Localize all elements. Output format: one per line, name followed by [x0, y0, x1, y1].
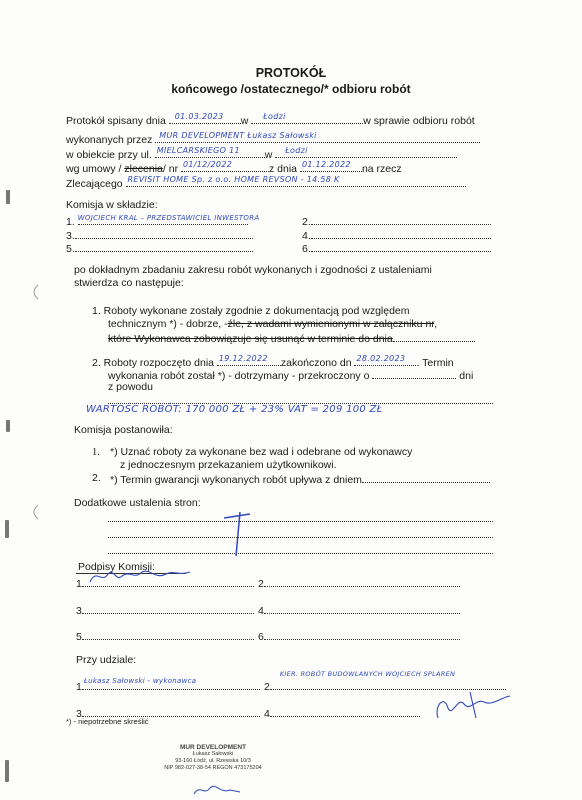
participant-row-1-right: 2 KIER. ROBÓT BUDOWLANYCH WOJCIECH SPLAREN [264, 679, 506, 694]
footnote: *) - niepotrzebne skreślić [66, 717, 149, 726]
document-title: PROTOKÓŁ [255, 66, 327, 80]
contract-date: 01.12.2022 [301, 160, 351, 169]
object-city: Łodzi [285, 146, 308, 155]
contractor-name: MUR DEVELOPMENT Łukasz Sałowski [159, 131, 317, 140]
participant-row-1-left: 1 Łukasz Sałowski - wykonawca [76, 679, 260, 694]
finding-2-line-2: wykonania robót został *) - dotrzymany - przekroczony o dni [108, 370, 474, 382]
decision-2-num: 2. [92, 472, 101, 484]
finding-2-line-3: z powodu [108, 381, 153, 393]
commission-signature-row-2: 3 [76, 603, 254, 618]
commission-member-6: 6. [302, 241, 491, 256]
finding-2-line-1: 2. Roboty rozpoczęto dnia 19.12.2022 zakończono dn 28.02.2023 . Termin [92, 354, 454, 369]
commission-member-1: 1. WOJCIECH KRAL – PRZEDSTAWICIEL INWESTORA [66, 214, 260, 228]
dash-mark [220, 508, 260, 560]
protocol-date: 01.03.2023 [174, 112, 224, 121]
document-subtitle: końcowego /ostatecznego/* odbioru robót [171, 82, 411, 96]
commission-signature-row-3: 5 [76, 629, 254, 644]
participant-row-2-left: 3 [76, 706, 260, 721]
object-street: MIELCARSKIEGO 11 [156, 146, 240, 155]
findings-intro-2: stwierdza co następuje: [74, 277, 184, 289]
decision-1-line-1: *) Uznać roboty za wykonane bez wad i odebrane od wykonawcy [110, 446, 413, 458]
intro-line-1: Protokół spisany dnia 01.03.2023 w Łodzi w sprawie odbioru robót [66, 112, 475, 127]
participant-row-2-right: 4 [264, 706, 420, 721]
participant-2: KIER. ROBÓT BUDOWLANYCH WOJCIECH SPLAREN [279, 670, 456, 678]
commission-signature-row-1-right: 2 [258, 576, 460, 591]
punch-hole [28, 284, 42, 300]
additional-heading: Dodatkowe ustalenia stron: [74, 497, 201, 509]
protocol-place: Łodzi [263, 112, 286, 121]
participant-signature [430, 688, 520, 722]
commission-member-3: 3. [66, 228, 253, 243]
participant-1: Łukasz Sałowski - wykonawca [83, 677, 197, 685]
findings-intro-1: po dokładnym zbadaniu zakresu robót wykonanych i zgodności z ustaleniami [74, 264, 432, 276]
decision-heading: Komisja postanowiła: [74, 424, 173, 436]
commission-member-2: 2. [302, 214, 491, 229]
end-date: 28.02.2023 [356, 354, 406, 363]
commission-member-4: 4. [302, 228, 491, 243]
contract-number: 01/12/2022 [182, 160, 233, 169]
additional-line-1 [108, 521, 493, 522]
finding-1-line-1: 1. Roboty wykonane zostały zgodnie z dokumentacją pod względem [92, 305, 410, 317]
commission-signature-row-2-right: 4 [258, 603, 460, 618]
decision-1-line-2: z jednoczesnym przekazaniem użytkownikowi. [120, 459, 337, 471]
participants-heading: Przy udziale: [76, 654, 137, 666]
decision-1-num: 1. [92, 447, 100, 458]
additional-line-2 [108, 537, 493, 538]
company-stamp: MUR DEVELOPMENT Łukasz Sałowski 93-160 Łódź, ul. Rzewska 10/3 NIP 982-027-38-54 REGON 473175204 [164, 744, 262, 771]
work-value-note: WARTOŚĆ ROBÓT: 170 000 ZŁ + 23% VAT = 209 100 ZŁ [86, 404, 383, 415]
commission-signatures-heading: Podpisy Komisji: [78, 561, 156, 573]
commission-member-5: 5. [66, 241, 253, 256]
stamp-signature [190, 782, 250, 798]
reason-field [108, 393, 493, 404]
commission-heading: Komisja w składzie: [66, 199, 158, 211]
scan-mark [6, 420, 10, 432]
scan-mark [5, 520, 9, 538]
intro-line-3: w obiekcie przy ul. MIELCARSKIEGO 11 w Łodzi [66, 146, 457, 162]
start-date: 19.12.2022 [218, 354, 268, 363]
commission-signature-1 [86, 566, 196, 588]
intro-line-5: Zlecającego REVISIT HOME Sp. z o.o. HOME REVSON - 14.58 K [66, 175, 466, 191]
client-name: REVISIT HOME Sp. z o.o. HOME REVSON - 14.58 K [127, 175, 340, 184]
decision-2-line: *) Termin gwarancji wykonanych robót upływa z dniem [110, 472, 490, 487]
finding-1-line-2: technicznym *) - dobrze, -źle, z wadami wymienionymi w załączniku nr, [108, 318, 438, 330]
commission-signature-row-3-right: 6 [258, 629, 460, 644]
finding-1-line-3: które Wykonawca zobowiązuje się usunąć w terminie do dnia [108, 331, 475, 346]
scan-mark [5, 760, 9, 782]
additional-line-3 [108, 553, 493, 554]
commission-signature-row-1: 1 [76, 576, 254, 591]
intro-line-2: wykonanych przez MUR DEVELOPMENT Łukasz Sałowski [66, 131, 480, 147]
scan-mark [6, 190, 10, 204]
punch-hole [28, 504, 42, 520]
intro-line-4: wg umowy / zlecenia/ nr 01/12/2022 z dnia 01.12.2022 na rzecz [66, 160, 402, 175]
